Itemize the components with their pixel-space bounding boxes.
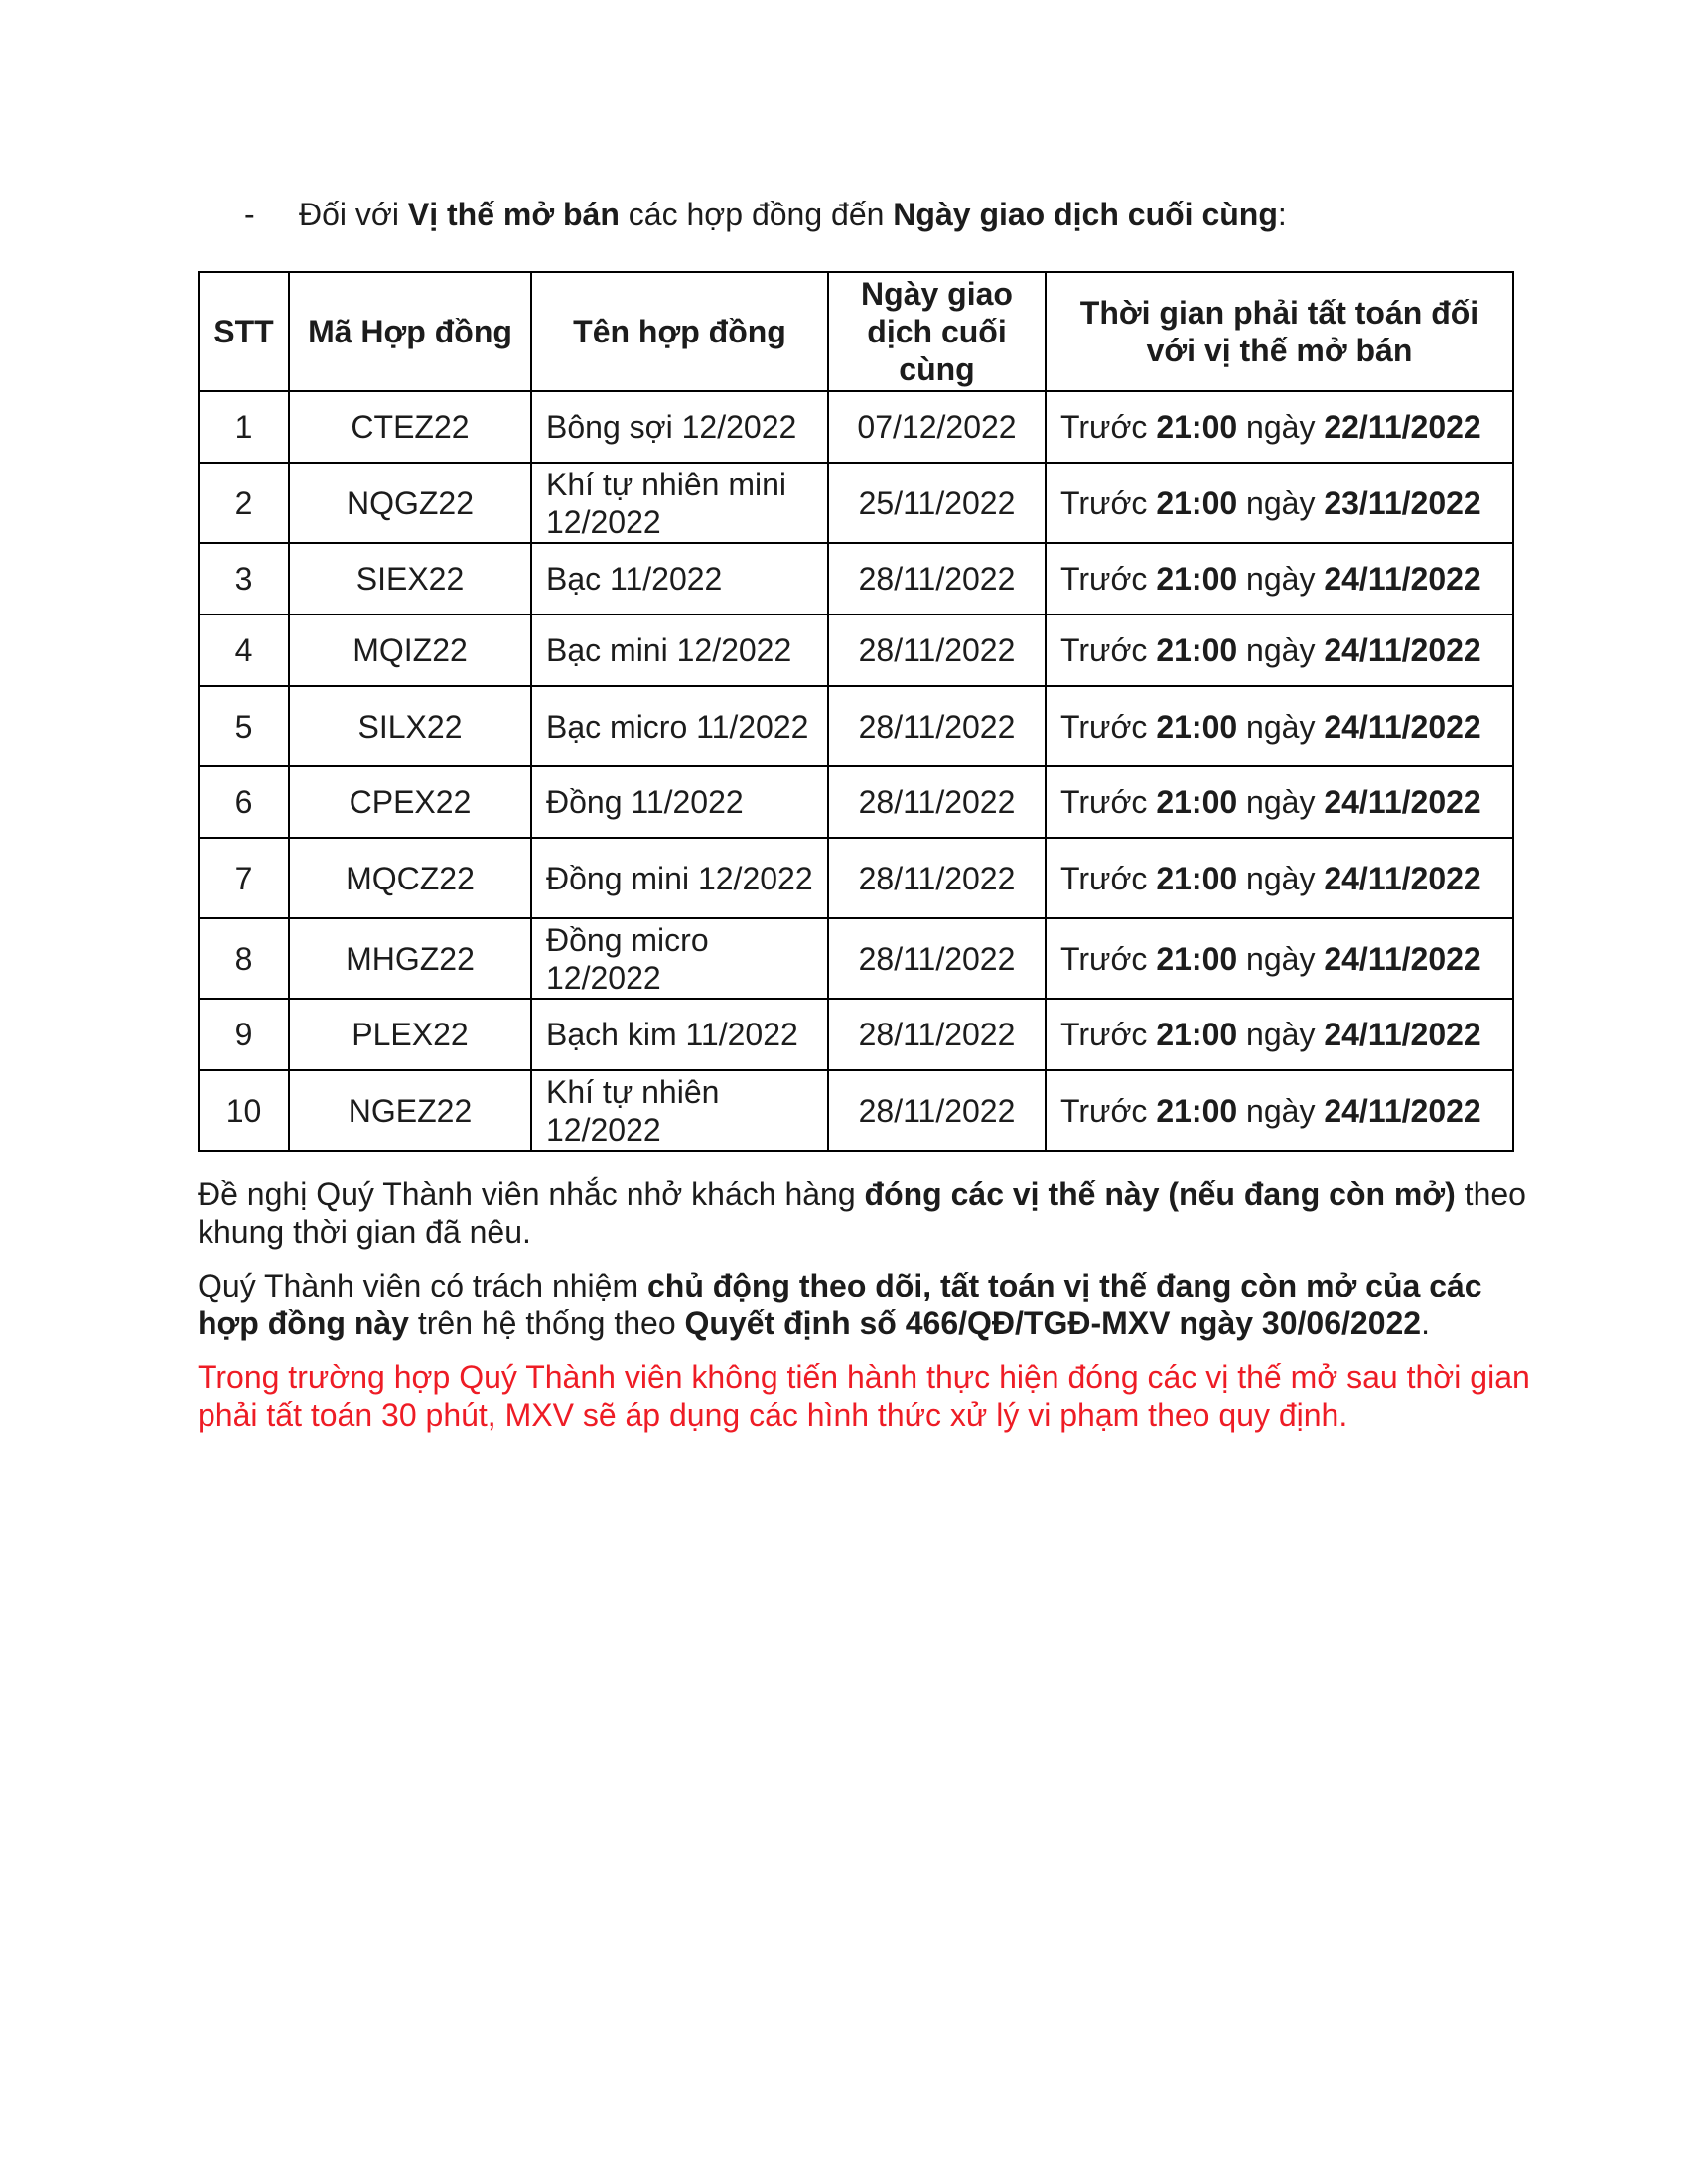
cell-stt: 4 <box>199 614 289 686</box>
table-row <box>199 614 1513 686</box>
table-row <box>199 766 1513 838</box>
cell-stt: 10 <box>199 1070 289 1151</box>
deadline-mid: ngày <box>1237 708 1325 745</box>
cell-contract-code: CTEZ22 <box>289 391 531 463</box>
deadline-date: 24/11/2022 <box>1324 1092 1481 1129</box>
deadline-mid: ngày <box>1237 1017 1325 1052</box>
deadline-mid: ngày <box>1237 561 1325 597</box>
table-row <box>199 1070 1513 1151</box>
deadline-date: 24/11/2022 <box>1324 1017 1481 1052</box>
table-row <box>199 918 1513 999</box>
header-settlement-deadline: Thời gian phải tất toán đối với vị thế mở bán <box>1046 272 1513 391</box>
deadline-date: 24/11/2022 <box>1324 940 1481 977</box>
cell-settlement-deadline <box>1046 543 1513 614</box>
header-last-trading-day: Ngày giao dịch cuối cùng <box>828 272 1046 391</box>
cell-contract-name: Bạc 11/2022 <box>531 543 828 614</box>
deadline-time: 21:00 <box>1156 484 1238 521</box>
table-row <box>199 686 1513 766</box>
warning-paragraph: Trong trường hợp Quý Thành viên không tiến hành thực hiện đóng các vị thế mở sau thời gian phải tất toán 30 phút, MXV sẽ áp dụng các hình thức xử lý vi phạm theo quy định. <box>198 1359 1530 1433</box>
deadline-date: 24/11/2022 <box>1324 708 1481 745</box>
deadline-prefix: Trước <box>1060 632 1157 668</box>
cell-settlement-deadline <box>1046 391 1513 463</box>
bullet-dash: - <box>244 197 255 232</box>
para1-text-2: theo khung thời gian đã nêu. <box>198 1176 1526 1250</box>
deadline-time: 21:00 <box>1156 561 1238 597</box>
cell-stt: 6 <box>199 766 289 838</box>
deadline-mid: ngày <box>1237 632 1325 668</box>
cell-contract-code: PLEX22 <box>289 999 531 1070</box>
intro-line <box>244 195 1287 234</box>
cell-last-trading-day: 28/11/2022 <box>828 838 1046 918</box>
para1-bold-1: đóng các vị thế này (nếu đang còn mở) <box>864 1176 1456 1212</box>
cell-stt: 7 <box>199 838 289 918</box>
cell-contract-name: Bạc micro 11/2022 <box>531 686 828 766</box>
cell-contract-code: MHGZ22 <box>289 918 531 999</box>
deadline-time: 21:00 <box>1156 784 1238 820</box>
para1-text-1: Đề nghị Quý Thành viên nhắc nhở khách hàng <box>198 1176 865 1212</box>
intro-text-2: các hợp đồng đến <box>619 197 894 232</box>
cell-stt: 9 <box>199 999 289 1070</box>
cell-stt: 8 <box>199 918 289 999</box>
cell-contract-code: NGEZ22 <box>289 1070 531 1151</box>
deadline-prefix: Trước <box>1060 860 1157 896</box>
deadline-date: 24/11/2022 <box>1324 860 1481 896</box>
table-header-row <box>199 272 1513 391</box>
cell-settlement-deadline <box>1046 838 1513 918</box>
cell-last-trading-day: 28/11/2022 <box>828 543 1046 614</box>
deadline-date: 24/11/2022 <box>1324 561 1481 597</box>
cell-contract-code: SILX22 <box>289 686 531 766</box>
cell-settlement-deadline <box>1046 463 1513 543</box>
para2-bold-1: chủ động theo dõi, tất toán vị thế đang còn mở của các hợp đồng này <box>198 1268 1482 1341</box>
deadline-date: 22/11/2022 <box>1324 409 1481 445</box>
para2-text-3: . <box>1421 1305 1430 1341</box>
cell-contract-code: SIEX22 <box>289 543 531 614</box>
cell-last-trading-day: 28/11/2022 <box>828 614 1046 686</box>
cell-last-trading-day: 28/11/2022 <box>828 1070 1046 1151</box>
cell-stt: 1 <box>199 391 289 463</box>
deadline-time: 21:00 <box>1156 860 1238 896</box>
cell-last-trading-day: 25/11/2022 <box>828 463 1046 543</box>
contracts-table <box>198 271 1514 1152</box>
deadline-prefix: Trước <box>1060 784 1157 820</box>
cell-settlement-deadline <box>1046 614 1513 686</box>
cell-last-trading-day: 28/11/2022 <box>828 686 1046 766</box>
cell-contract-name: Đồng micro 12/2022 <box>531 918 828 999</box>
cell-stt: 3 <box>199 543 289 614</box>
cell-contract-code: NQGZ22 <box>289 463 531 543</box>
cell-contract-name: Bông sợi 12/2022 <box>531 391 828 463</box>
cell-stt: 2 <box>199 463 289 543</box>
deadline-prefix: Trước <box>1060 561 1157 597</box>
deadline-prefix: Trước <box>1060 484 1157 521</box>
cell-contract-name: Khí tự nhiên 12/2022 <box>531 1070 828 1151</box>
deadline-prefix: Trước <box>1060 1017 1157 1052</box>
deadline-time: 21:00 <box>1156 632 1238 668</box>
deadline-mid: ngày <box>1237 484 1325 521</box>
cell-settlement-deadline <box>1046 1070 1513 1151</box>
table-row <box>199 999 1513 1070</box>
responsibility-paragraph <box>198 1267 1548 1342</box>
deadline-prefix: Trước <box>1060 708 1157 745</box>
cell-contract-name: Bạch kim 11/2022 <box>531 999 828 1070</box>
cell-last-trading-day: 28/11/2022 <box>828 999 1046 1070</box>
intro-text-3: : <box>1277 197 1287 232</box>
intro-bold-2: Ngày giao dịch cuối cùng <box>893 197 1278 232</box>
deadline-mid: ngày <box>1237 409 1325 445</box>
cell-settlement-deadline <box>1046 766 1513 838</box>
table-row <box>199 463 1513 543</box>
deadline-time: 21:00 <box>1156 940 1238 977</box>
cell-contract-name: Bạc mini 12/2022 <box>531 614 828 686</box>
cell-contract-code: CPEX22 <box>289 766 531 838</box>
table-row <box>199 543 1513 614</box>
deadline-date: 24/11/2022 <box>1324 632 1481 668</box>
deadline-date: 23/11/2022 <box>1324 484 1481 521</box>
table-row <box>199 391 1513 463</box>
cell-contract-name: Đồng mini 12/2022 <box>531 838 828 918</box>
deadline-mid: ngày <box>1237 1092 1325 1129</box>
deadline-mid: ngày <box>1237 940 1325 977</box>
cell-stt: 5 <box>199 686 289 766</box>
cell-settlement-deadline <box>1046 999 1513 1070</box>
cell-settlement-deadline <box>1046 918 1513 999</box>
cell-last-trading-day: 28/11/2022 <box>828 918 1046 999</box>
deadline-time: 21:00 <box>1156 708 1238 745</box>
deadline-time: 21:00 <box>1156 1017 1238 1052</box>
deadline-mid: ngày <box>1237 860 1325 896</box>
header-stt: STT <box>199 272 289 391</box>
header-contract-code: Mã Hợp đồng <box>289 272 531 391</box>
deadline-time: 21:00 <box>1156 409 1238 445</box>
cell-last-trading-day: 07/12/2022 <box>828 391 1046 463</box>
deadline-prefix: Trước <box>1060 1092 1157 1129</box>
table-body <box>199 391 1513 1151</box>
deadline-date: 24/11/2022 <box>1324 784 1481 820</box>
cell-last-trading-day: 28/11/2022 <box>828 766 1046 838</box>
table-row <box>199 838 1513 918</box>
cell-contract-name: Khí tự nhiên mini 12/2022 <box>531 463 828 543</box>
para2-text-2: trên hệ thống theo <box>408 1305 685 1341</box>
cell-contract-name: Đồng 11/2022 <box>531 766 828 838</box>
deadline-prefix: Trước <box>1060 940 1157 977</box>
reminder-paragraph <box>198 1175 1548 1251</box>
cell-contract-code: MQIZ22 <box>289 614 531 686</box>
deadline-time: 21:00 <box>1156 1092 1238 1129</box>
cell-contract-code: MQCZ22 <box>289 838 531 918</box>
intro-bold-1: Vị thế mở bán <box>407 197 620 232</box>
deadline-mid: ngày <box>1237 784 1325 820</box>
cell-settlement-deadline <box>1046 686 1513 766</box>
intro-text-1: Đối với <box>299 197 408 232</box>
para2-text-1: Quý Thành viên có trách nhiệm <box>198 1268 647 1303</box>
para2-bold-2: Quyết định số 466/QĐ/TGĐ-MXV ngày 30/06/2022 <box>684 1305 1422 1341</box>
deadline-prefix: Trước <box>1060 409 1157 445</box>
header-contract-name: Tên hợp đồng <box>531 272 828 391</box>
